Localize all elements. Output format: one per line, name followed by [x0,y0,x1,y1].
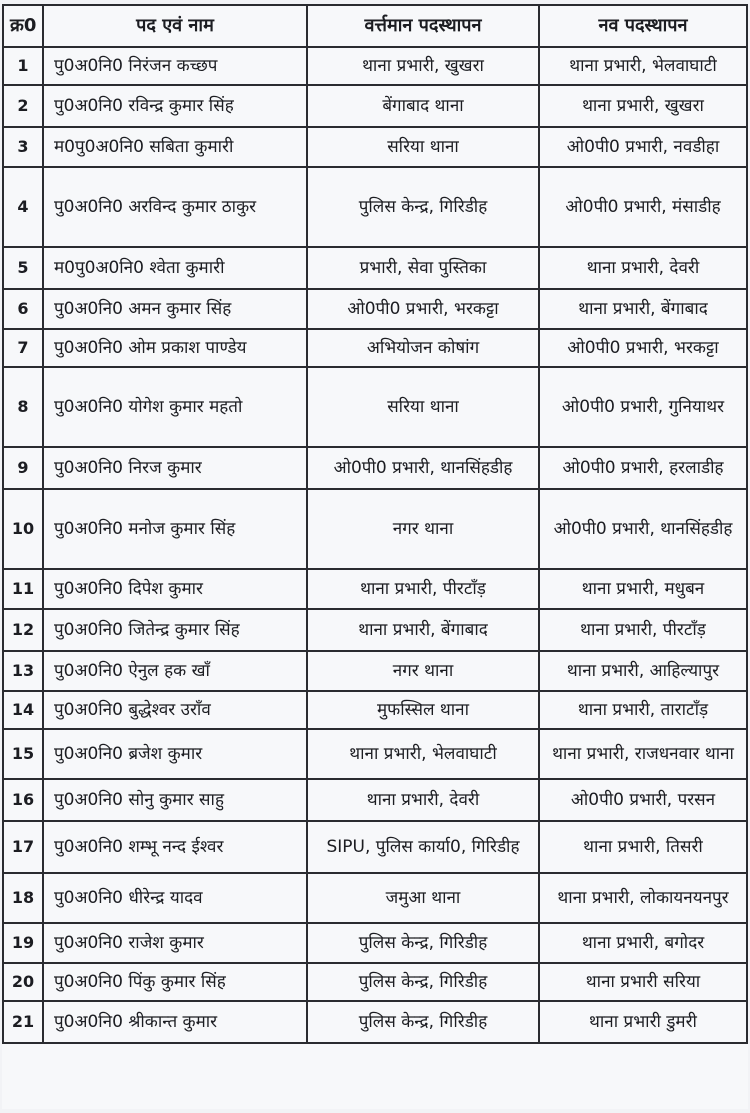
table-row [3,127,747,167]
cell-current-posting: पुलिस केन्द्र, गिरिडीह [307,963,539,1001]
cell-serial: 17 [3,821,43,873]
cell-current-posting: थाना प्रभारी, देवरी [307,779,539,821]
table-row [3,821,747,873]
table-row [3,651,747,691]
cell-new-posting: थाना प्रभारी, बेंगाबाद [539,289,747,329]
cell-serial: 18 [3,873,43,923]
table-row [3,329,747,367]
cell-serial: 16 [3,779,43,821]
cell-current-posting: पुलिस केन्द्र, गिरिडीह [307,167,539,247]
cell-serial: 12 [3,609,43,651]
cell-new-posting: थाना प्रभारी, मधुबन [539,569,747,609]
cell-new-posting: थाना प्रभारी, राजधनवार थाना [539,729,747,779]
transfer-list-sheet [2,4,748,1109]
cell-name: पु0अ0नि0 ओम प्रकाश पाण्डेय [43,329,307,367]
cell-new-posting: थाना प्रभारी, बगोदर [539,923,747,963]
cell-serial: 6 [3,289,43,329]
cell-serial: 20 [3,963,43,1001]
cell-name: म0पु0अ0नि0 श्वेता कुमारी [43,247,307,289]
table-row [3,367,747,447]
cell-serial: 2 [3,85,43,127]
table-row [3,569,747,609]
cell-current-posting: प्रभारी, सेवा पुस्तिका [307,247,539,289]
cell-current-posting: थाना प्रभारी, खुखरा [307,47,539,85]
cell-current-posting: थाना प्रभारी, बेंगाबाद [307,609,539,651]
cell-current-posting: थाना प्रभारी, भेलवाघाटी [307,729,539,779]
table-row [3,691,747,729]
cell-name: पु0अ0नि0 निरंजन कच्छप [43,47,307,85]
cell-current-posting: बेंगाबाद थाना [307,85,539,127]
cell-new-posting: थाना प्रभारी, लोकायनयनपुर [539,873,747,923]
cell-new-posting: थाना प्रभारी, आहिल्यापुर [539,651,747,691]
table-row [3,609,747,651]
cell-name: पु0अ0नि0 मनोज कुमार सिंह [43,489,307,569]
cell-serial: 5 [3,247,43,289]
header-name: पद एवं नाम [43,5,307,47]
cell-serial: 15 [3,729,43,779]
table-body [3,47,747,1043]
table-row [3,873,747,923]
cell-name: म0पु0अ0नि0 सबिता कुमारी [43,127,307,167]
cell-new-posting: ओ0पी0 प्रभारी, थानसिंहडीह [539,489,747,569]
cell-current-posting: सरिया थाना [307,127,539,167]
cell-name: पु0अ0नि0 अरविन्द कुमार ठाकुर [43,167,307,247]
cell-name: पु0अ0नि0 बुद्धेश्वर उराँव [43,691,307,729]
cell-current-posting: थाना प्रभारी, पीरटाँड़ [307,569,539,609]
table-row [3,779,747,821]
cell-name: पु0अ0नि0 ब्रजेश कुमार [43,729,307,779]
cell-new-posting: थाना प्रभारी सरिया [539,963,747,1001]
cell-serial: 8 [3,367,43,447]
table-header-row [3,5,747,47]
table-row [3,729,747,779]
header-new-posting: नव पदस्थापन [539,5,747,47]
cell-new-posting: थाना प्रभारी, ताराटाँड़ [539,691,747,729]
cell-current-posting: जमुआ थाना [307,873,539,923]
cell-current-posting: पुलिस केन्द्र, गिरिडीह [307,923,539,963]
header-serial: क्र0 [3,5,43,47]
cell-name: पु0अ0नि0 पिंकु कुमार सिंह [43,963,307,1001]
table-row [3,47,747,85]
cell-name: पु0अ0नि0 राजेश कुमार [43,923,307,963]
cell-name: पु0अ0नि0 ऐनुल हक खाँ [43,651,307,691]
transfer-table [2,4,748,1044]
header-current-posting: वर्त्तमान पदस्थापन [307,5,539,47]
table-row [3,963,747,1001]
cell-new-posting: थाना प्रभारी डुमरी [539,1001,747,1043]
cell-name: पु0अ0नि0 रविन्द्र कुमार सिंह [43,85,307,127]
table-row [3,447,747,489]
table-row [3,85,747,127]
table-row [3,923,747,963]
cell-serial: 13 [3,651,43,691]
table-row [3,1001,747,1043]
cell-name: पु0अ0नि0 योगेश कुमार महतो [43,367,307,447]
cell-new-posting: थाना प्रभारी, पीरटाँड़ [539,609,747,651]
cell-current-posting: नगर थाना [307,489,539,569]
cell-name: पु0अ0नि0 दिपेश कुमार [43,569,307,609]
cell-new-posting: ओ0पी0 प्रभारी, गुनियाथर [539,367,747,447]
cell-current-posting: मुफस्सिल थाना [307,691,539,729]
cell-name: पु0अ0नि0 जितेन्द्र कुमार सिंह [43,609,307,651]
cell-current-posting: नगर थाना [307,651,539,691]
cell-new-posting: ओ0पी0 प्रभारी, मंसाडीह [539,167,747,247]
cell-current-posting: पुलिस केन्द्र, गिरिडीह [307,1001,539,1043]
cell-new-posting: थाना प्रभारी, भेलवाघाटी [539,47,747,85]
cell-current-posting: ओ0पी0 प्रभारी, भरकट्टा [307,289,539,329]
cell-serial: 10 [3,489,43,569]
cell-name: पु0अ0नि0 धीरेन्द्र यादव [43,873,307,923]
cell-new-posting: ओ0पी0 प्रभारी, परसन [539,779,747,821]
cell-new-posting: थाना प्रभारी, देवरी [539,247,747,289]
table-row [3,289,747,329]
cell-current-posting: SIPU, पुलिस कार्या0, गिरिडीह [307,821,539,873]
cell-serial: 19 [3,923,43,963]
cell-new-posting: ओ0पी0 प्रभारी, भरकट्टा [539,329,747,367]
cell-serial: 3 [3,127,43,167]
cell-serial: 1 [3,47,43,85]
cell-serial: 4 [3,167,43,247]
cell-serial: 9 [3,447,43,489]
cell-name: पु0अ0नि0 निरज कुमार [43,447,307,489]
cell-current-posting: अभियोजन कोषांग [307,329,539,367]
cell-new-posting: थाना प्रभारी, खुखरा [539,85,747,127]
table-row [3,489,747,569]
table-row [3,167,747,247]
cell-serial: 7 [3,329,43,367]
cell-serial: 11 [3,569,43,609]
cell-current-posting: ओ0पी0 प्रभारी, थानसिंहडीह [307,447,539,489]
table-row [3,247,747,289]
cell-serial: 21 [3,1001,43,1043]
cell-name: पु0अ0नि0 अमन कुमार सिंह [43,289,307,329]
cell-current-posting: सरिया थाना [307,367,539,447]
cell-new-posting: थाना प्रभारी, तिसरी [539,821,747,873]
cell-new-posting: ओ0पी0 प्रभारी, हरलाडीह [539,447,747,489]
cell-serial: 14 [3,691,43,729]
cell-name: पु0अ0नि0 श्रीकान्त कुमार [43,1001,307,1043]
cell-name: पु0अ0नि0 शम्भू नन्द ईश्वर [43,821,307,873]
cell-new-posting: ओ0पी0 प्रभारी, नवडीहा [539,127,747,167]
cell-name: पु0अ0नि0 सोनु कुमार साहु [43,779,307,821]
